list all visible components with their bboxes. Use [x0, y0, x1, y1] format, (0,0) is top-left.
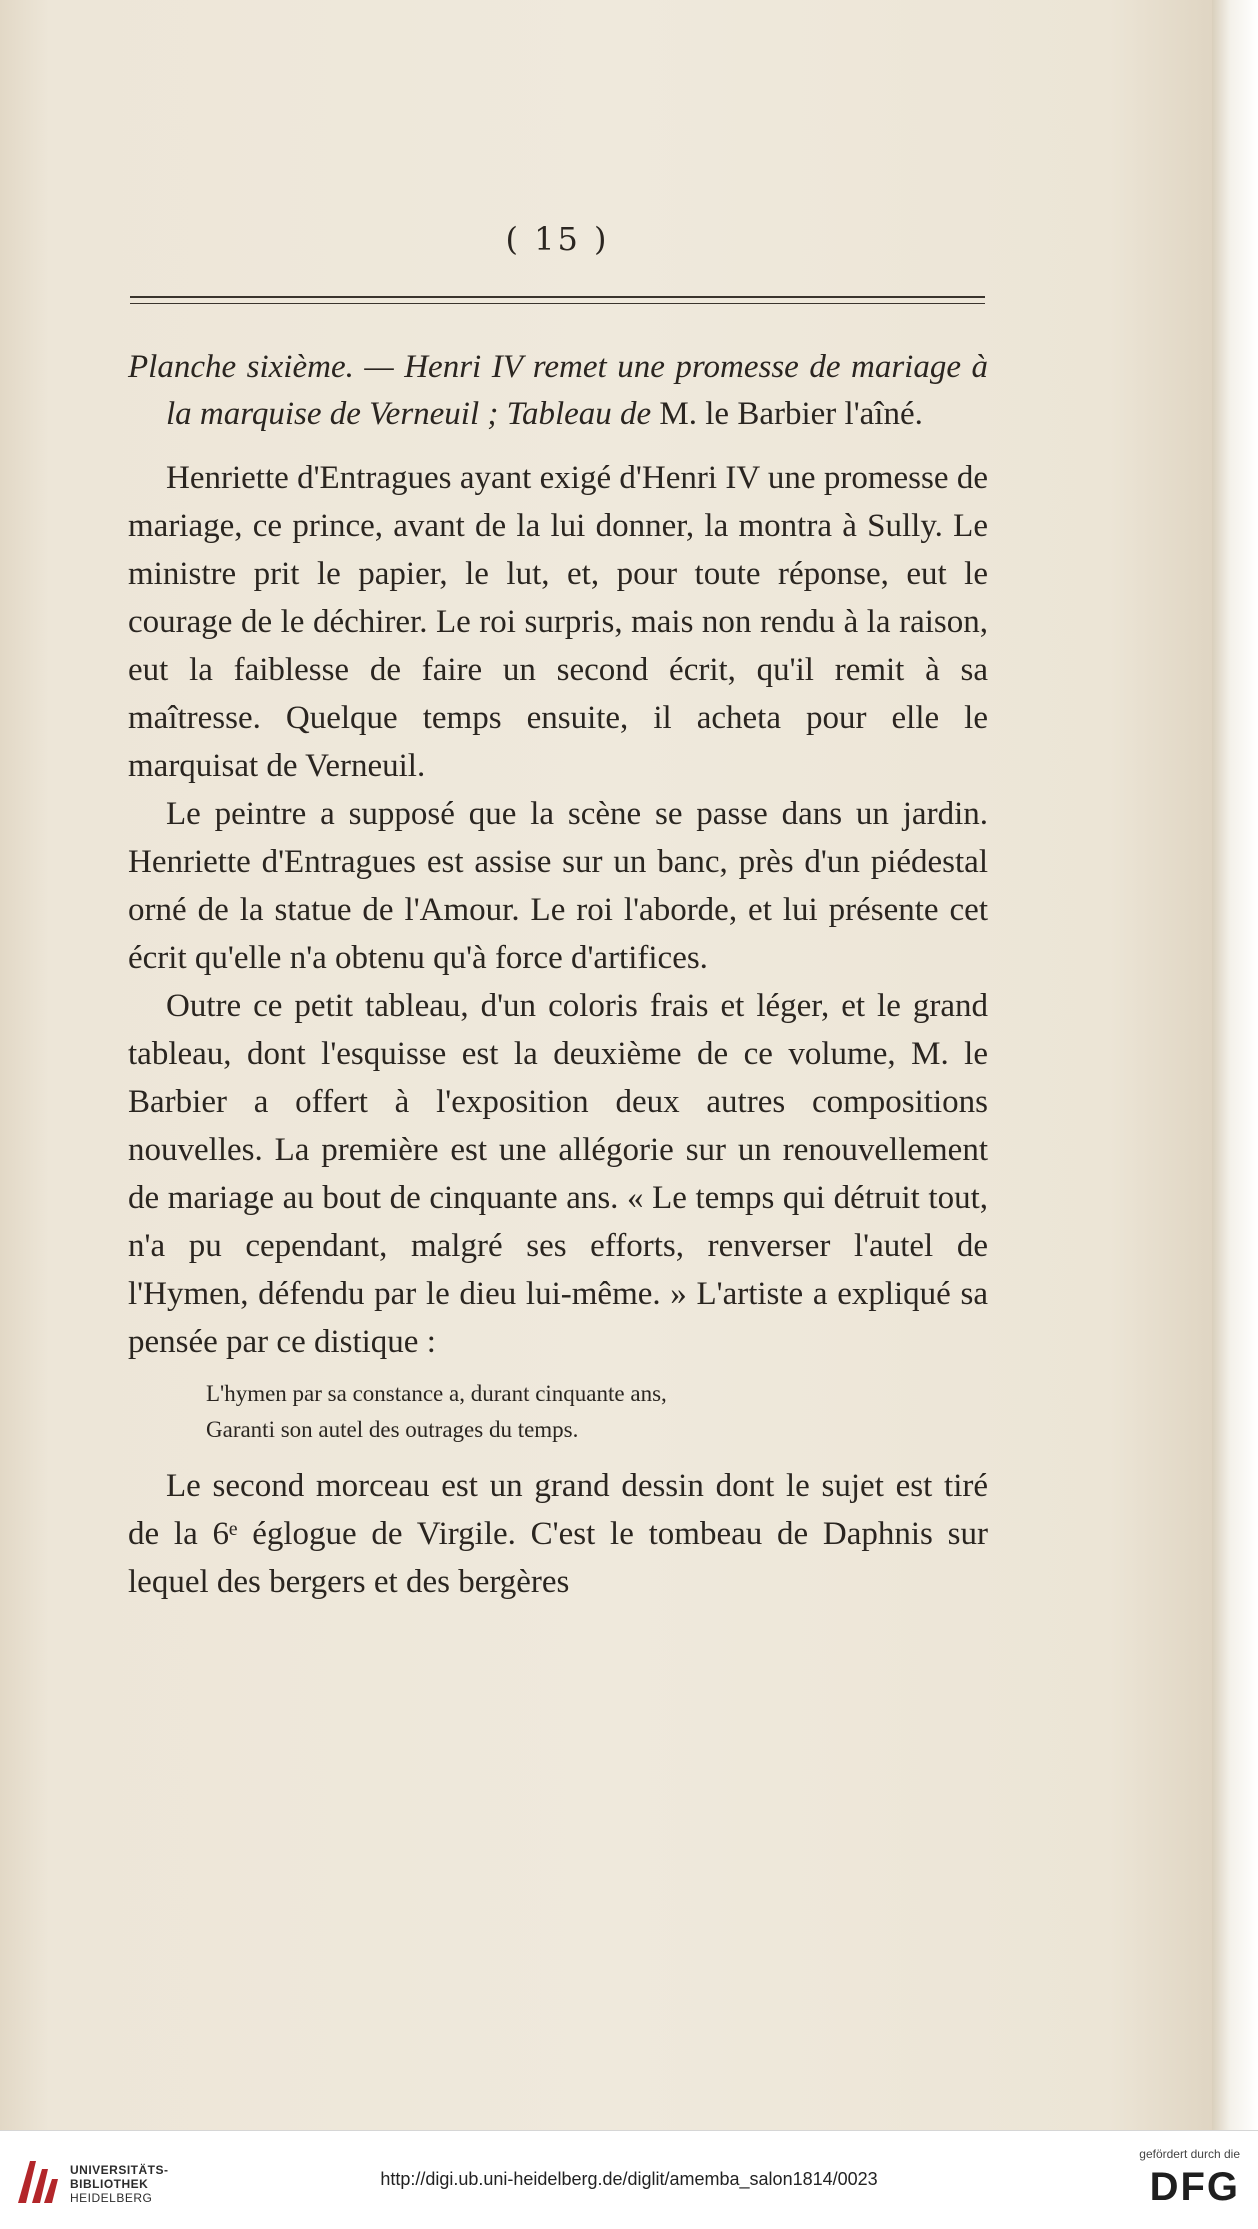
- dfg-logo: DFG: [1149, 2165, 1240, 2209]
- page-number: ( 15 ): [505, 220, 610, 258]
- library-name-line: UNIVERSITÄTS-: [70, 2163, 169, 2177]
- paragraph: Henriette d'Entragues ayant exigé d'Henri IV une promesse de mariage, ce prince, avant de la lui donner, la montra à Sully. Le ministre prit le papier, le lut, et, pour toute réponse, eut le courage de le déchirer. Le roi surpris, mais non rendu à la raison, eut la faiblesse de faire un second écrit, qu'il remit à sa maîtresse. Quelque temps ensuite, il acheta pour elle le marquisat de Verneuil.: [128, 460, 988, 784]
- document-url-link[interactable]: http://digi.ub.uni-heidelberg.de/diglit/amemba_salon1814/0023: [380, 2169, 878, 2189]
- funding-label: gefördert durch die: [1139, 2147, 1240, 2161]
- verse-line: L'hymen par sa constance a, durant cinquante ans,: [206, 1381, 667, 1406]
- plate-caption: [128, 344, 988, 438]
- paragraph: Outre ce petit tableau, d'un coloris frais et léger, et le grand tableau, dont l'esquisse est la deuxième de ce volume, M. le Barbier a offert à l'exposition deux autres compositions nouvelles. La première est une allégorie sur un renouvellement de mariage au bout de cinquante ans. « Le temps qui détruit tout, n'a pu cependant, malgré ses efforts, renverser l'autel de l'Hymen, défendu par le dieu lui-même. » L'artiste a expliqué sa pensée par ce distique :: [128, 988, 988, 1360]
- paragraph: Le peintre a supposé que la scène se passe dans un jardin. Henriette d'Entragues est assise sur un banc, près d'un piédestal orné de la statue de l'Amour. Le roi l'aborde, et lui présente cet écrit qu'elle n'a obtenu qu'à force d'artifices.: [128, 796, 988, 976]
- library-name-line: BIBLIOTHEK: [70, 2177, 149, 2191]
- paragraph: Le second morceau est un grand dessin dont le sujet est tiré de la 6ᵉ églogue de Virgile. C'est le tombeau de Daphnis sur lequel des bergers et des bergères: [128, 1468, 988, 1600]
- library-name-line: HEIDELBERG: [70, 2191, 153, 2205]
- page-edge: [1212, 0, 1258, 2130]
- funding-info: [1139, 2147, 1240, 2209]
- distich: [206, 1376, 988, 1448]
- header-rule: [130, 296, 985, 298]
- body-text: [128, 344, 988, 1606]
- viewer-footer: [0, 2130, 1258, 2229]
- verse-line: Garanti son autel des outrages du temps.: [206, 1417, 579, 1442]
- plate-caption-title: Planche sixième. — Henri IV remet une promesse de mariage à la marquise de Verneuil ; Tableau de: [128, 349, 988, 432]
- plate-caption-artist: M. le Barbier l'aîné.: [659, 396, 923, 432]
- header-rule-thin: [130, 303, 985, 304]
